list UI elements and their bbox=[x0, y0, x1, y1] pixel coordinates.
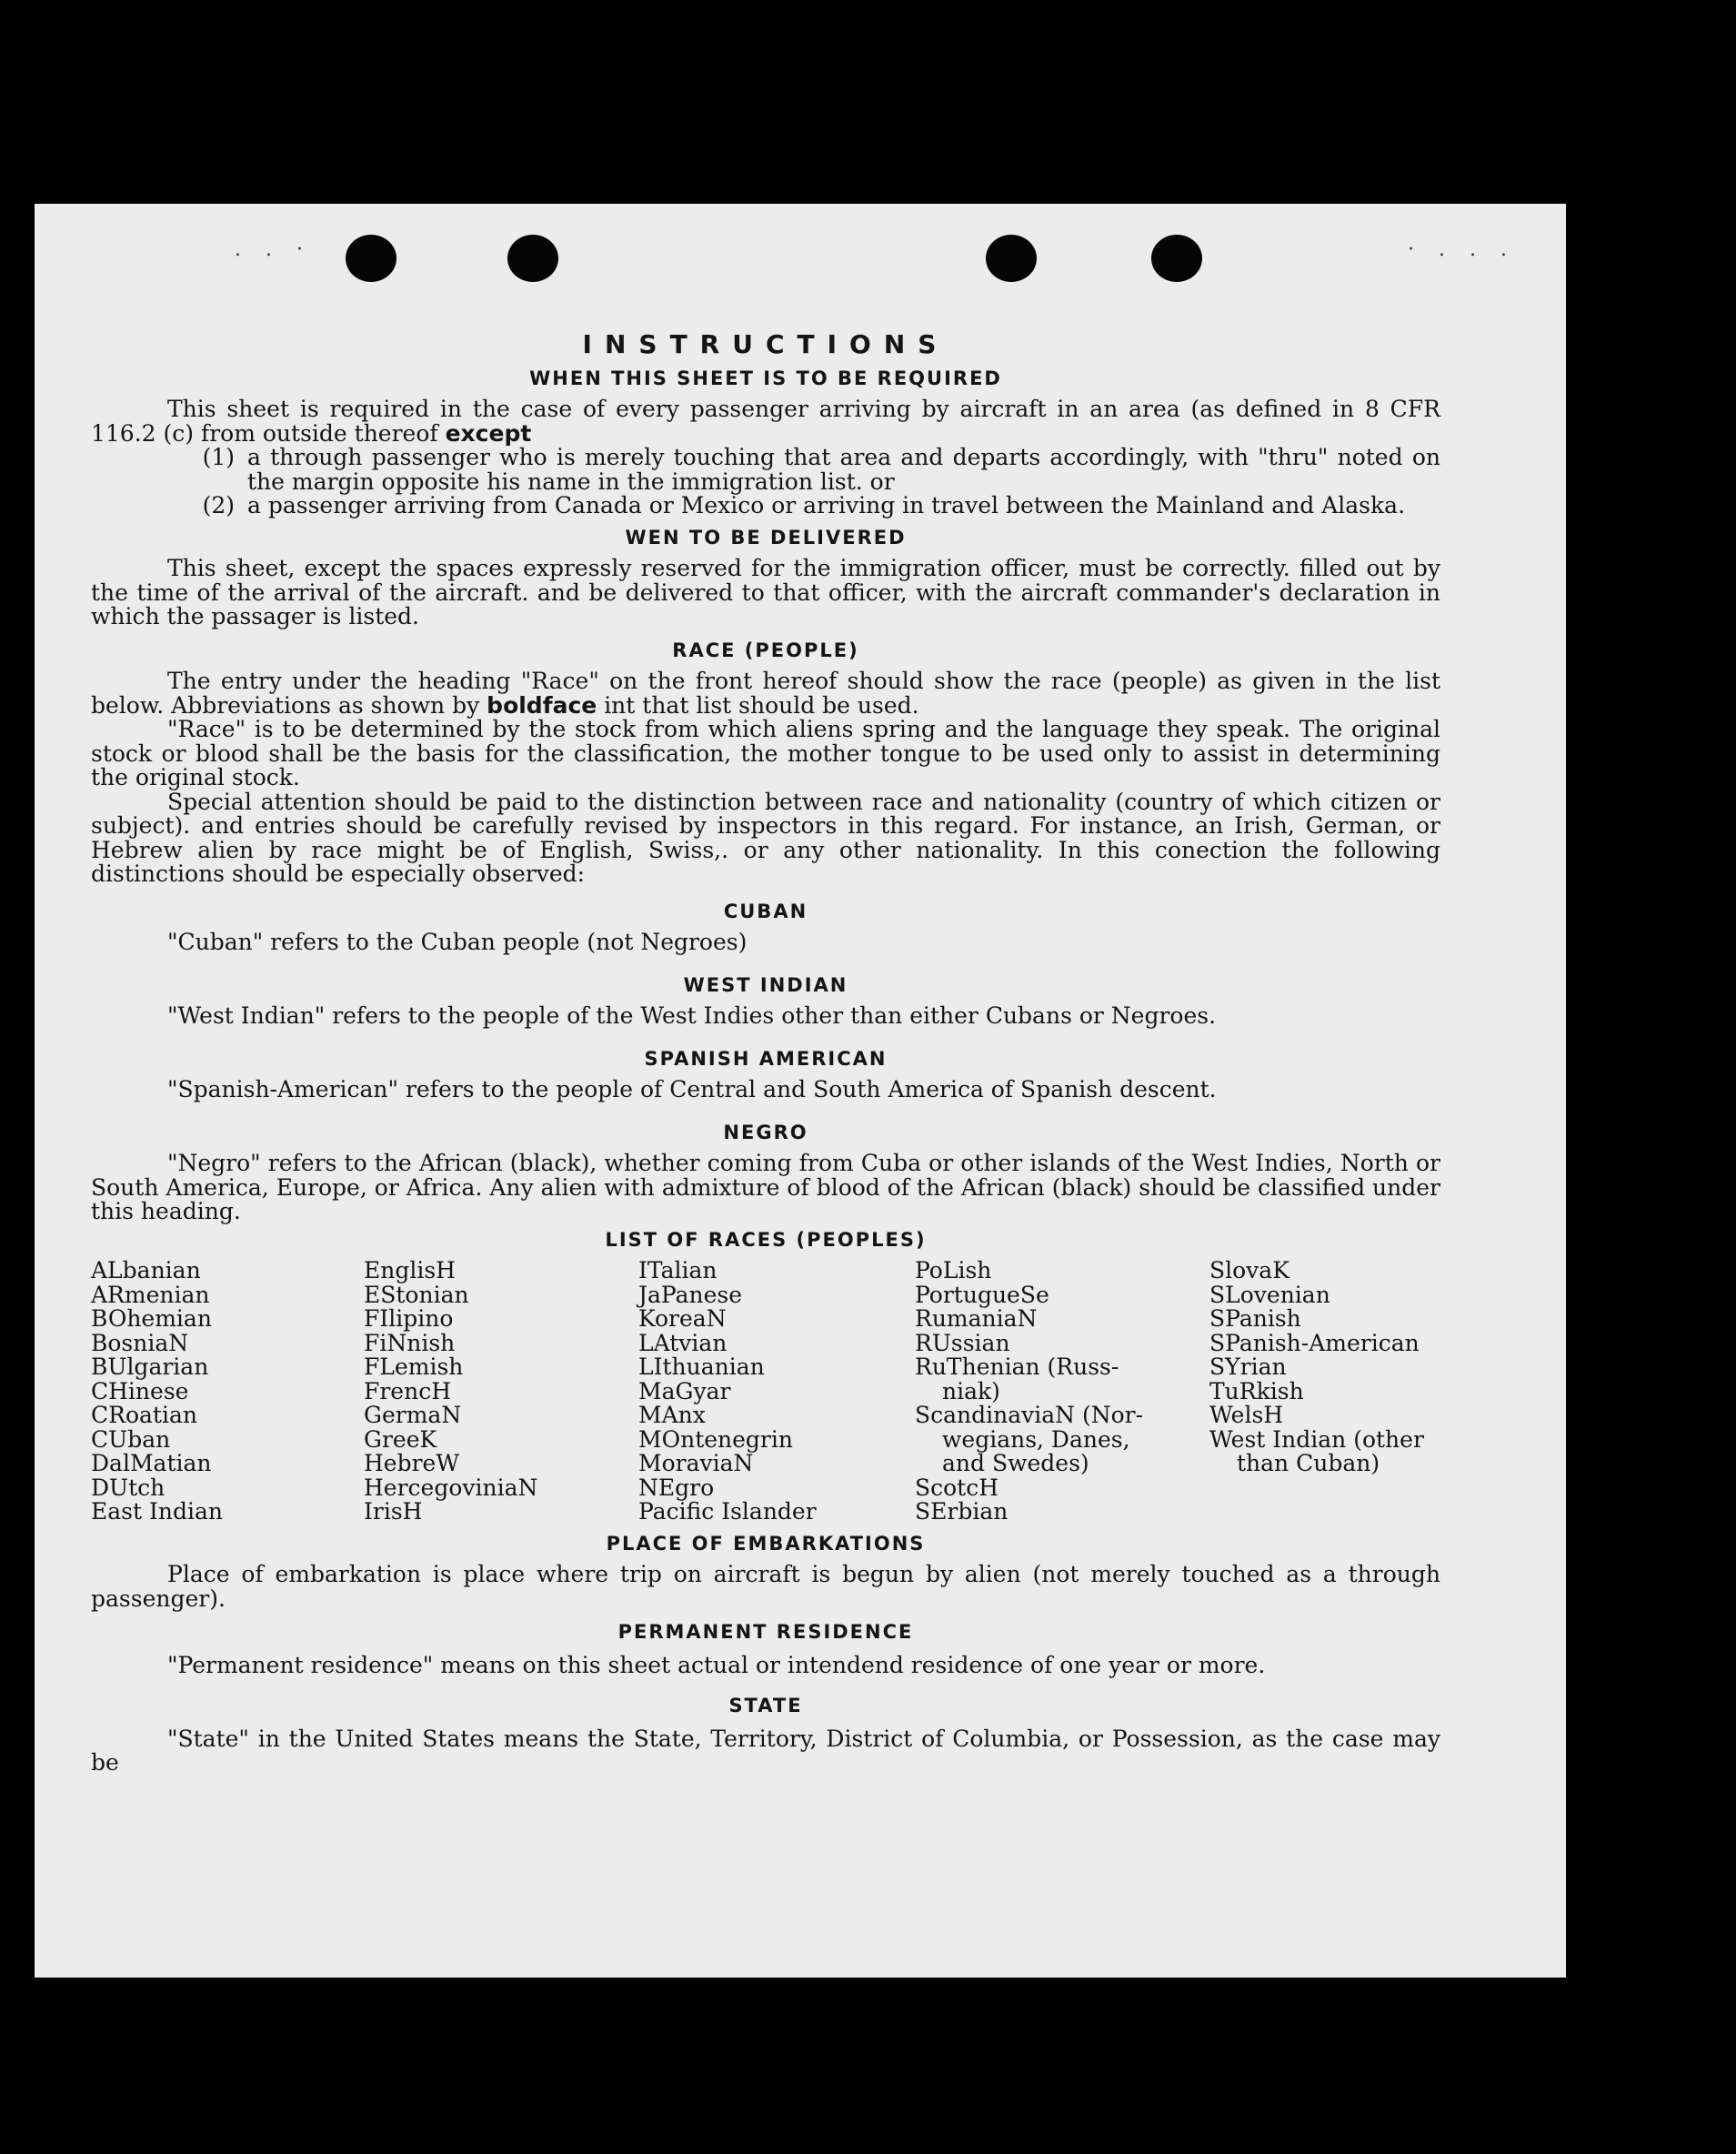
race-entry: ARmenian bbox=[91, 1281, 210, 1308]
race-entry: LIthuanian bbox=[638, 1354, 765, 1380]
race-entry: ScandinaviaN (Nor- bbox=[915, 1402, 1144, 1428]
exception-item-1: (1) a through passenger who is merely touching that area and departs accordingly, with "thru" noted on the margin opposite his name in the immigration list. or bbox=[202, 444, 1440, 495]
punch-hole-1 bbox=[346, 235, 396, 282]
race-entry: West Indian (other bbox=[1209, 1425, 1424, 1453]
state-text: "State" in the United States means the State, Territory, District of Columbia, or Possession, as the case may be bbox=[91, 1725, 1440, 1776]
race-entry: wegians, Danes, bbox=[942, 1425, 1130, 1453]
race-entry: MAnx bbox=[638, 1402, 706, 1428]
heading-required: WHEN THIS SHEET IS TO BE REQUIRED bbox=[529, 367, 1002, 389]
race-entry: NEgro bbox=[638, 1474, 715, 1501]
race-entry: FLemish bbox=[364, 1354, 464, 1380]
race-entry: and Swedes) bbox=[942, 1450, 1089, 1476]
race-paragraph-1: The entry under the heading "Race" on the front hereof should show the race (people) as given in the list below. Abbreviations as shown by boldface int that list should be used. bbox=[91, 668, 1440, 719]
race-entry: GreeK bbox=[364, 1425, 437, 1453]
specks-right: · . . . bbox=[1408, 238, 1516, 261]
race-entry: MoraviaN bbox=[638, 1450, 754, 1476]
races-column-2 bbox=[364, 1259, 638, 1525]
race-entry: DalMatian bbox=[91, 1450, 212, 1476]
race-entry: KoreaN bbox=[638, 1305, 727, 1332]
page-title: INSTRUCTIONS bbox=[582, 329, 949, 359]
race-entry: CHinese bbox=[91, 1377, 189, 1404]
race-entry: LAtvian bbox=[638, 1329, 728, 1356]
race-entry: TuRkish bbox=[1209, 1377, 1304, 1404]
heading-cuban: CUBAN bbox=[723, 900, 808, 922]
race-entry: HercegoviniaN bbox=[364, 1474, 538, 1501]
race-entry: SPanish bbox=[1209, 1305, 1301, 1332]
heading-list-of-races: LIST OF RACES (PEOPLES) bbox=[605, 1228, 927, 1251]
race-entry: RUssian bbox=[915, 1329, 1010, 1356]
race-entry: EStonian bbox=[364, 1281, 469, 1308]
race-entry: DUtch bbox=[91, 1474, 166, 1501]
race-entry: FrencH bbox=[364, 1377, 451, 1404]
race-entry: Pacific Islander bbox=[638, 1498, 817, 1525]
race-entry: RumaniaN bbox=[915, 1305, 1038, 1332]
race-entry: East Indian bbox=[91, 1498, 223, 1525]
race-entry: BOhemian bbox=[91, 1305, 212, 1332]
race-entry: BUlgarian bbox=[91, 1354, 209, 1380]
west-indian-text: "West Indian" refers to the people of the West Indies other than either Cubans or Negroes. bbox=[167, 1002, 1217, 1029]
race-entry: RuThenian (Russ- bbox=[915, 1354, 1119, 1380]
punch-hole-2 bbox=[507, 235, 558, 282]
instruction-sheet bbox=[35, 204, 1566, 1978]
race-entry: JaPanese bbox=[638, 1281, 743, 1308]
heading-negro: NEGRO bbox=[723, 1121, 808, 1143]
race-entry: SLovenian bbox=[1209, 1281, 1330, 1308]
punch-hole-4 bbox=[1151, 235, 1202, 282]
race-entry: SYrian bbox=[1209, 1354, 1287, 1380]
race-entry: EnglisH bbox=[364, 1257, 456, 1283]
permanent-residence-text: "Permanent residence" means on this sheet actual or intendend residence of one year or more. bbox=[167, 1651, 1266, 1678]
heading-embarkation: PLACE OF EMBARKATIONS bbox=[606, 1532, 926, 1555]
boldface-word: boldface bbox=[487, 691, 597, 719]
cuban-text: "Cuban" refers to the Cuban people (not Negroes) bbox=[167, 929, 748, 955]
spanish-american-text: "Spanish-American" refers to the people of Central and South America of Spanish descent. bbox=[167, 1076, 1217, 1102]
exception-item-2: (2) a passenger arriving from Canada or Mexico or arriving in travel between the Mainland and Alaska. bbox=[202, 492, 1406, 518]
race-entry: CRoatian bbox=[91, 1402, 197, 1428]
heading-west-indian: WEST INDIAN bbox=[683, 973, 848, 996]
race-entry: PortugueSe bbox=[915, 1281, 1049, 1308]
races-column-5 bbox=[1209, 1259, 1440, 1525]
race-entry: SlovaK bbox=[1209, 1257, 1289, 1283]
heading-state: STATE bbox=[728, 1695, 803, 1716]
race-paragraph-2: "Race" is to be determined by the stock from which aliens spring and the language they speak. The original stock or blood shall be the basis for the classification, the mother tongue to be used only to assist in determining the original stock. bbox=[91, 716, 1440, 790]
negro-text: "Negro" refers to the African (black), whether coming from Cuba or other islands of the West Indies, North or South America, Europe, or Africa. Any alien with admixture of blood of the African (black) should be classified under this heading. bbox=[91, 1150, 1440, 1224]
heading-permanent-residence: PERMANENT RESIDENCE bbox=[617, 1621, 914, 1643]
heading-race: RACE (PEOPLE) bbox=[672, 639, 859, 661]
required-intro: This sheet is required in the case of every passenger arriving by aircraft in an area (as defined in 8 CFR 116.2 (c) from outside thereof except bbox=[91, 396, 1440, 447]
race-entry: than Cuban) bbox=[1237, 1450, 1380, 1476]
except-word: except bbox=[445, 419, 532, 447]
race-entry: ITalian bbox=[638, 1257, 717, 1283]
race-entry: BosniaN bbox=[91, 1329, 189, 1356]
race-entry: FIlipino bbox=[364, 1305, 454, 1332]
race-entry: CUban bbox=[91, 1425, 171, 1453]
race-entry: HebreW bbox=[364, 1450, 460, 1476]
races-column-3 bbox=[638, 1259, 915, 1525]
specks-left: . . · bbox=[235, 238, 312, 261]
document-body bbox=[91, 329, 1440, 1776]
embarkation-text: Place of embarkation is place where trip on aircraft is begun by alien (not merely touched as a through passenger). bbox=[91, 1561, 1440, 1612]
race-entry: MaGyar bbox=[638, 1377, 731, 1404]
delivered-text: This sheet, except the spaces expressly reserved for the immigration officer, must be correctly. filled out by the time of the arrival of the aircraft. and be delivered to that officer, with the aircraft commander's declaration in which the passager is listed. bbox=[91, 555, 1440, 629]
race-entry: WelsH bbox=[1209, 1402, 1284, 1428]
race-entry: MOntenegrin bbox=[638, 1425, 793, 1453]
race-entry: FiNnish bbox=[364, 1329, 456, 1356]
punch-hole-3 bbox=[986, 235, 1037, 282]
races-list bbox=[91, 1259, 1440, 1525]
race-entry: GermaN bbox=[364, 1402, 462, 1428]
race-paragraph-3: Special attention should be paid to the distinction between race and nationality (country of which citizen or subject). and entries should be carefully revised by inspectors in this regard. For instance, an Irish, German, or Hebrew alien by race might be of English, Swiss,. or any other nationality. In this conection the following distinctions should be especially observed: bbox=[91, 788, 1440, 887]
race-entry: SErbian bbox=[915, 1498, 1008, 1525]
race-entry: IrisH bbox=[364, 1498, 423, 1525]
race-entry: ScotcH bbox=[915, 1474, 999, 1501]
race-entry: ALbanian bbox=[91, 1257, 201, 1283]
race-entry: niak) bbox=[942, 1377, 1000, 1404]
race-entry: SPanish-American bbox=[1209, 1329, 1420, 1356]
race-entry: PoLish bbox=[915, 1257, 992, 1283]
races-column-1 bbox=[91, 1259, 364, 1525]
heading-delivered: WEN TO BE DELIVERED bbox=[625, 526, 907, 549]
heading-spanish-american: SPANISH AMERICAN bbox=[644, 1047, 888, 1070]
races-column-4 bbox=[915, 1259, 1209, 1525]
